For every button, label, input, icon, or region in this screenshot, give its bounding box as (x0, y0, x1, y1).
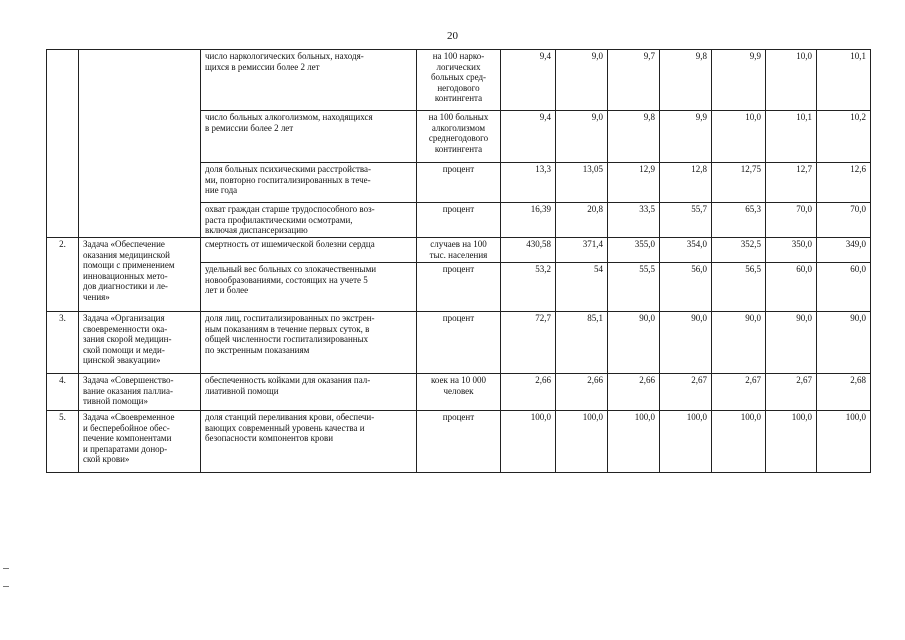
value-cell: 16,39 (501, 203, 556, 238)
value-cell: 33,5 (608, 203, 660, 238)
value-cell: 56,5 (712, 263, 766, 312)
value-cell: 354,0 (660, 238, 712, 263)
value-cell: 9,0 (556, 50, 608, 111)
value-cell: 2,67 (712, 374, 766, 411)
value-cell: 9,4 (501, 111, 556, 163)
unit: процент (417, 411, 501, 473)
value-cell: 10,0 (766, 50, 817, 111)
value-cell: 2,68 (817, 374, 871, 411)
value-cell: 100,0 (817, 411, 871, 473)
value-cell: 55,7 (660, 203, 712, 238)
value-cell: 371,4 (556, 238, 608, 263)
value-cell: 70,0 (817, 203, 871, 238)
value-cell: 9,8 (660, 50, 712, 111)
value-cell: 70,0 (766, 203, 817, 238)
scan-edge-mark (3, 586, 9, 587)
value-cell: 12,6 (817, 163, 871, 203)
scan-edge-mark (3, 568, 9, 569)
value-cell: 350,0 (766, 238, 817, 263)
indicator-name: смертность от ишемической болезни сердца (201, 238, 417, 263)
indicator-name: удельный вес больных со злокачественными новообразованиями, состоящих на учете 5 лет и более (201, 263, 417, 312)
value-cell: 85,1 (556, 312, 608, 374)
indicator-name: обеспеченность койками для оказания пал- лиативной помощи (201, 374, 417, 411)
value-cell: 53,2 (501, 263, 556, 312)
task-name: Задача «Своевременное и бесперебойное обес- печение компонентами и препаратами донор- ской крови» (79, 411, 201, 473)
value-cell: 13,3 (501, 163, 556, 203)
value-cell: 12,9 (608, 163, 660, 203)
value-cell: 2,66 (608, 374, 660, 411)
indicator-name: число наркологических больных, находя- щихся в ремиссии более 2 лет (201, 50, 417, 111)
unit: на 100 больных алкоголизмом среднегодового контингента (417, 111, 501, 163)
task-name: Задача «Организация своевременности ока- зания скорой медицин- ской помощи и меди- цинской эвакуации» (79, 312, 201, 374)
task-name: Задача «Обеспечение оказания медицинской помощи с применением инновационных мето- дов диагностики и ле- чения» (79, 238, 201, 312)
task-name: Задача «Совершенство- вание оказания паллиа- тивной помощи» (79, 374, 201, 411)
value-cell: 20,8 (556, 203, 608, 238)
value-cell: 10,2 (817, 111, 871, 163)
value-cell: 9,9 (712, 50, 766, 111)
value-cell: 9,0 (556, 111, 608, 163)
value-cell: 100,0 (766, 411, 817, 473)
indicator-name: доля лиц, госпитализированных по экстрен- ным показаниям в течение первых суток, в общей численности госпитализированных по экстренным показаниям (201, 312, 417, 374)
value-cell: 100,0 (712, 411, 766, 473)
value-cell: 10,0 (712, 111, 766, 163)
value-cell: 352,5 (712, 238, 766, 263)
value-cell: 12,8 (660, 163, 712, 203)
value-cell: 349,0 (817, 238, 871, 263)
unit: случаев на 100 тыс. населения (417, 238, 501, 263)
table-row (47, 238, 871, 263)
value-cell: 90,0 (766, 312, 817, 374)
table-row (47, 374, 871, 411)
value-cell: 2,66 (501, 374, 556, 411)
table-row (47, 411, 871, 473)
unit: процент (417, 263, 501, 312)
value-cell: 60,0 (766, 263, 817, 312)
value-cell: 55,5 (608, 263, 660, 312)
row-number: 4. (47, 374, 79, 411)
value-cell: 13,05 (556, 163, 608, 203)
value-cell: 90,0 (817, 312, 871, 374)
value-cell: 9,7 (608, 50, 660, 111)
value-cell: 65,3 (712, 203, 766, 238)
value-cell: 355,0 (608, 238, 660, 263)
value-cell: 100,0 (501, 411, 556, 473)
indicator-name: число больных алкоголизмом, находящихся в ремиссии более 2 лет (201, 111, 417, 163)
value-cell: 9,4 (501, 50, 556, 111)
task-name (79, 50, 201, 238)
value-cell: 100,0 (660, 411, 712, 473)
page-number: 20 (447, 30, 458, 42)
value-cell: 2,66 (556, 374, 608, 411)
value-cell: 90,0 (608, 312, 660, 374)
value-cell: 90,0 (712, 312, 766, 374)
unit: на 100 нарко- логических больных сред- негодового контингента (417, 50, 501, 111)
indicator-name: доля больных психическими расстройства- ми, повторно госпитализированных в тече- ние года (201, 163, 417, 203)
table-row (47, 312, 871, 374)
indicators-table (46, 49, 871, 473)
value-cell: 10,1 (766, 111, 817, 163)
row-number (47, 50, 79, 238)
row-number: 2. (47, 238, 79, 312)
unit: процент (417, 163, 501, 203)
value-cell: 90,0 (660, 312, 712, 374)
value-cell: 72,7 (501, 312, 556, 374)
indicator-name: охват граждан старше трудоспособного воз- раста профилактическими осмотрами, включая диспансеризацию (201, 203, 417, 238)
value-cell: 2,67 (660, 374, 712, 411)
value-cell: 100,0 (608, 411, 660, 473)
value-cell: 100,0 (556, 411, 608, 473)
value-cell: 9,8 (608, 111, 660, 163)
value-cell: 12,7 (766, 163, 817, 203)
value-cell: 430,58 (501, 238, 556, 263)
value-cell: 54 (556, 263, 608, 312)
row-number: 5. (47, 411, 79, 473)
table-row (47, 50, 871, 111)
unit: процент (417, 312, 501, 374)
unit: процент (417, 203, 501, 238)
value-cell: 12,75 (712, 163, 766, 203)
indicator-name: доля станций переливания крови, обеспечи- вающих современный уровень качества и безопасности компонентов крови (201, 411, 417, 473)
unit: коек на 10 000 человек (417, 374, 501, 411)
value-cell: 2,67 (766, 374, 817, 411)
row-number: 3. (47, 312, 79, 374)
value-cell: 56,0 (660, 263, 712, 312)
value-cell: 60,0 (817, 263, 871, 312)
value-cell: 9,9 (660, 111, 712, 163)
value-cell: 10,1 (817, 50, 871, 111)
